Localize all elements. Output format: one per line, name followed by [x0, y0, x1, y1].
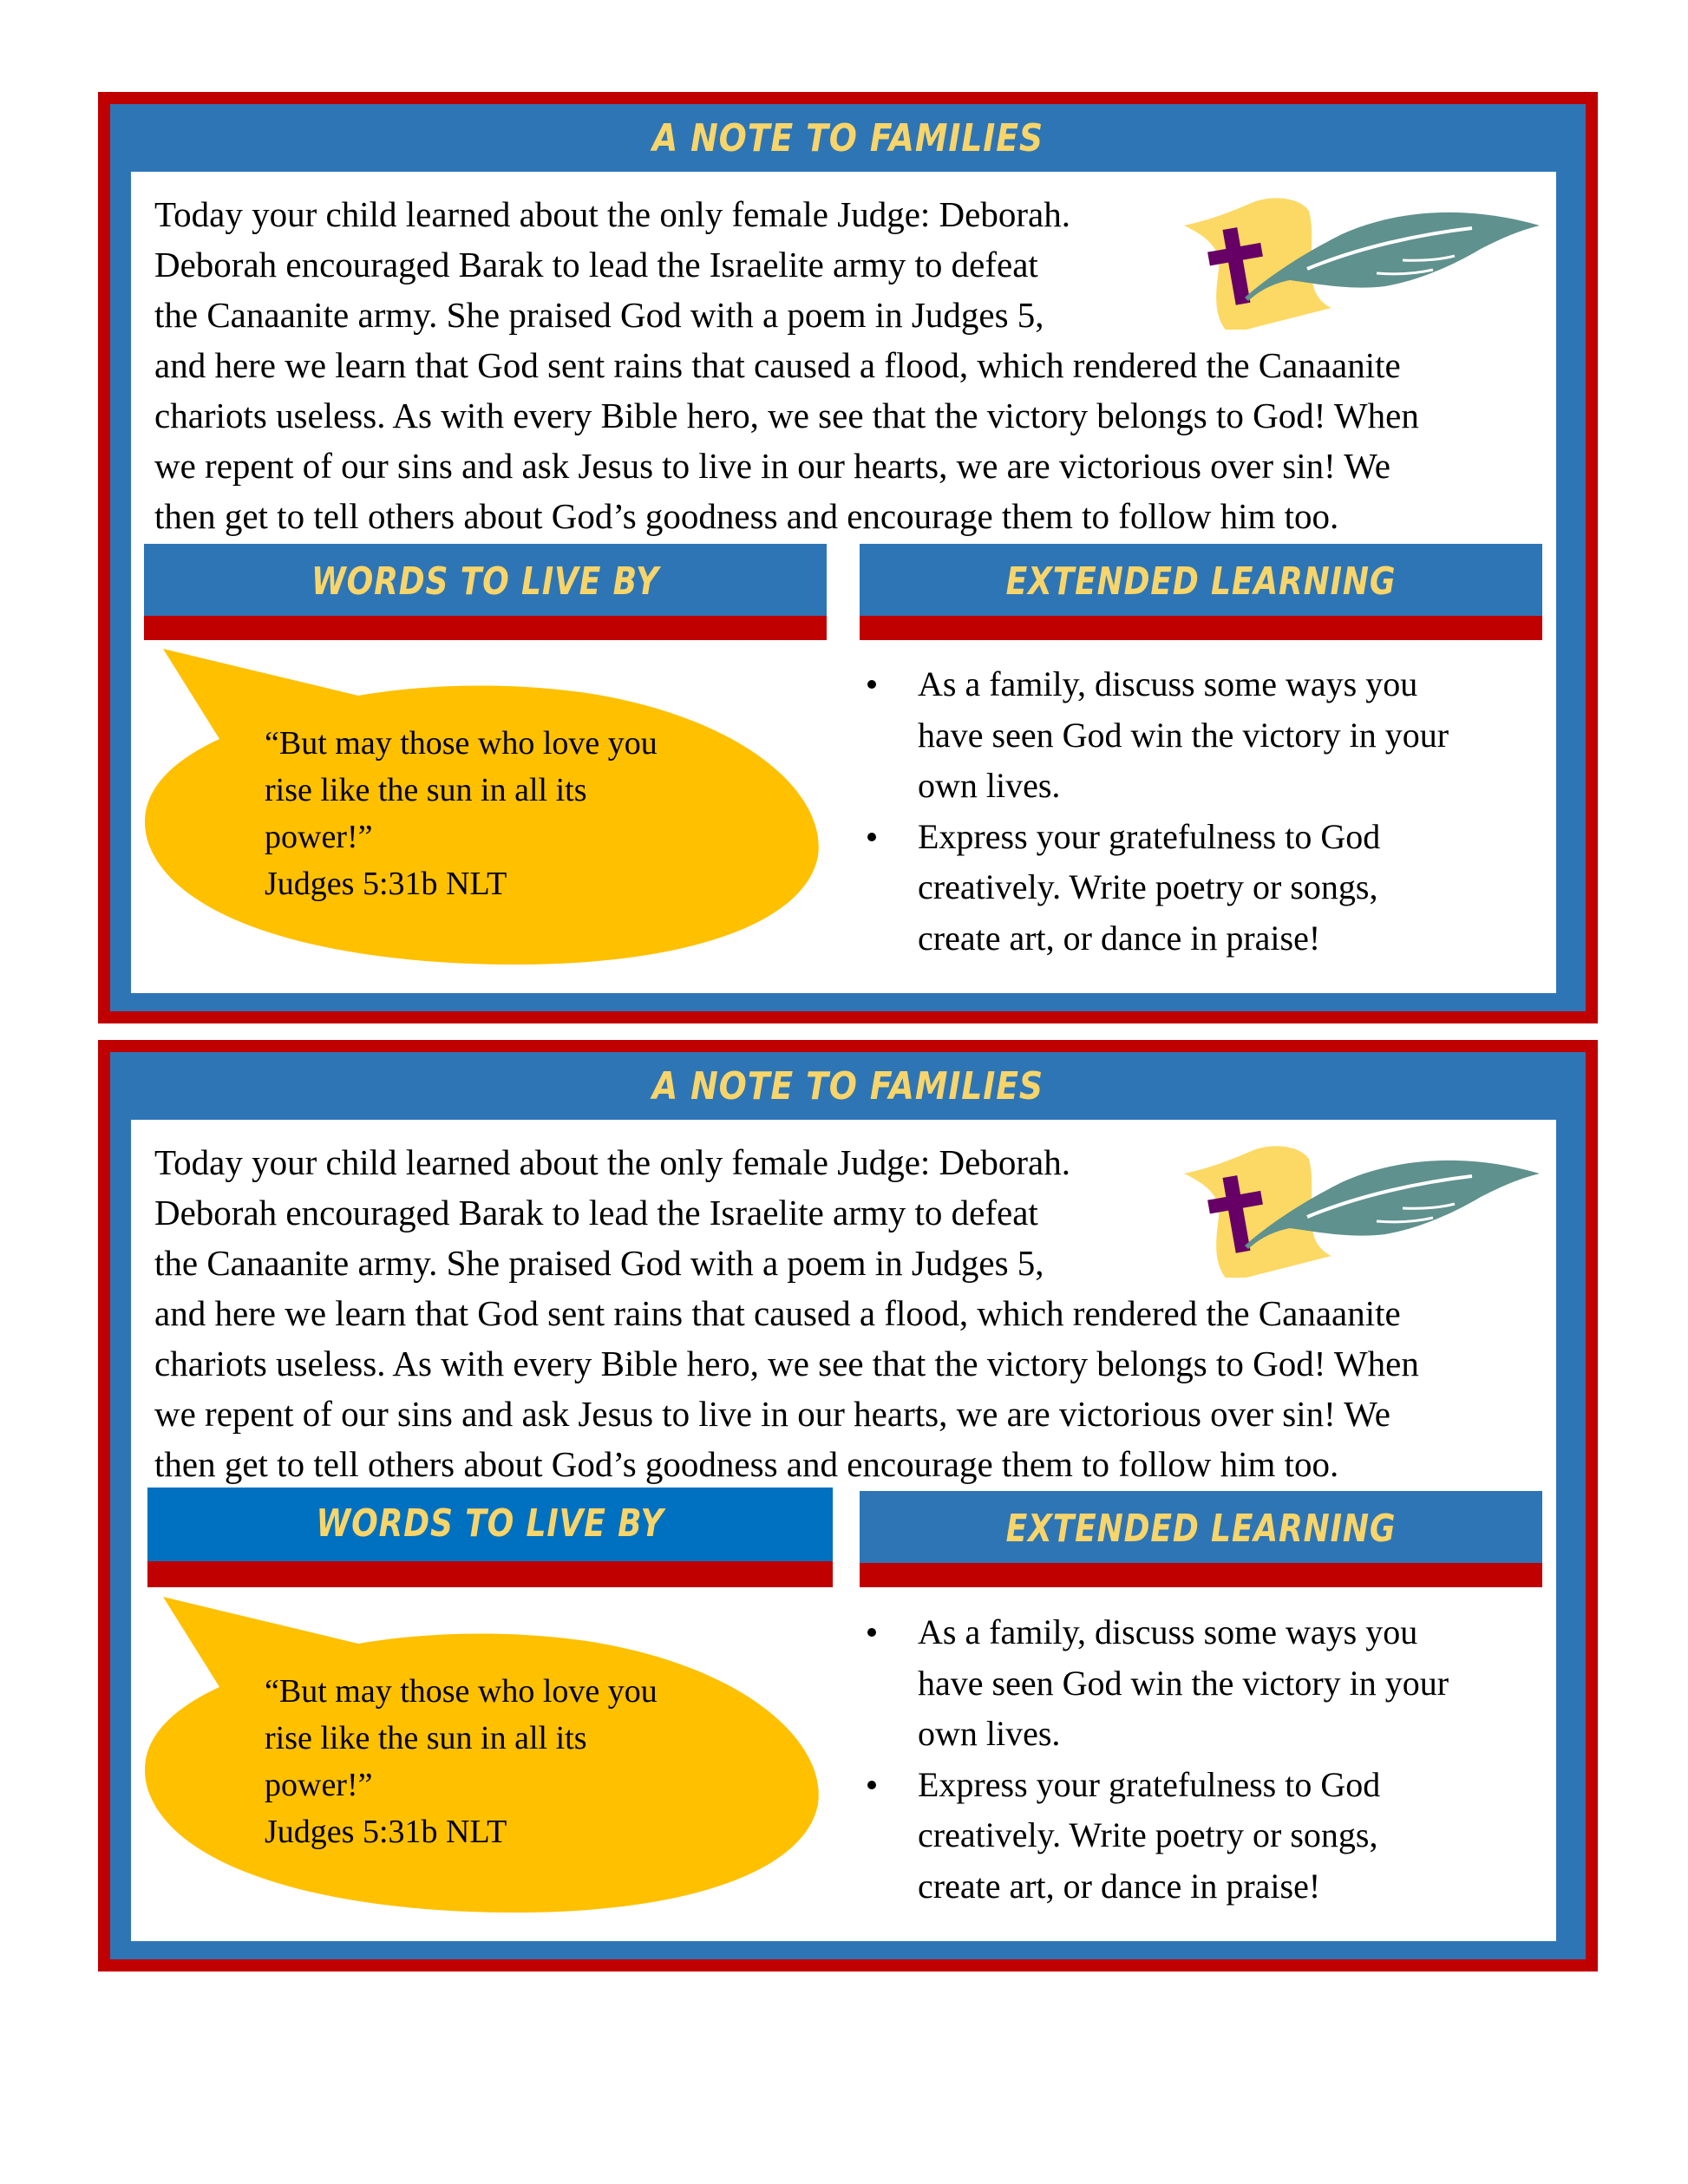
quote-line: “But may those who love you — [265, 725, 658, 762]
list-item-line: own lives. — [918, 1714, 1061, 1753]
words-to-live-by-header — [144, 544, 827, 640]
note-body-line: and here we learn that God sent rains that caused a flood, which rendered the Canaanite — [154, 345, 1401, 385]
extended-heading: EXTENDED LEARNING — [1005, 1507, 1397, 1551]
scroll-cross-quill-icon — [1177, 1135, 1541, 1278]
family-note-card-1 — [98, 92, 1598, 1023]
extended-learning-header — [860, 1491, 1542, 1587]
bullet-icon — [867, 680, 876, 689]
quote-line: “But may those who love you — [265, 1673, 658, 1710]
list-item-line: Express your gratefulness to God — [918, 1764, 1381, 1804]
header-underline — [860, 1563, 1542, 1587]
quote-reference: Judges 5:31b NLT — [265, 1814, 507, 1850]
words-heading: WORDS TO LIVE BY — [311, 559, 659, 604]
note-body-line: then get to tell others about God’s goodness and encourage them to follow him too. — [154, 1444, 1339, 1484]
extended-learning-list — [861, 1607, 1547, 1912]
note-body-line: then get to tell others about God’s goodness and encourage them to follow him too. — [154, 496, 1339, 536]
note-body-line: Today your child learned about the only female Judge: Deborah. — [154, 194, 1070, 234]
list-item-line: As a family, discuss some ways you — [918, 664, 1418, 703]
list-item-line: As a family, discuss some ways you — [918, 1612, 1418, 1651]
list-item — [861, 1760, 1547, 1913]
bullet-icon — [867, 833, 876, 841]
extended-learning-list — [861, 659, 1547, 964]
note-body-line: the Canaanite army. She praised God with a poem in Judges 5, — [154, 295, 1044, 335]
words-heading: WORDS TO LIVE BY — [316, 1501, 664, 1546]
note-body-line: the Canaanite army. She praised God with a poem in Judges 5, — [154, 1243, 1044, 1283]
header-underline — [860, 616, 1542, 640]
quote-line: power!” — [265, 819, 373, 855]
quote-reference: Judges 5:31b NLT — [265, 866, 507, 902]
extended-heading: EXTENDED LEARNING — [1005, 559, 1397, 604]
header-underline — [147, 1561, 833, 1587]
list-item-line: create art, or dance in praise! — [918, 918, 1321, 958]
list-item-line: Express your gratefulness to God — [918, 816, 1381, 856]
note-body-line: we repent of our sins and ask Jesus to live in our hearts, we are victorious over sin! We — [154, 1394, 1390, 1434]
note-body-line: Deborah encouraged Barak to lead the Israelite army to defeat — [154, 245, 1038, 284]
quote-line: rise like the sun in all its — [265, 1720, 587, 1756]
card-title: A NOTE TO FAMILIES — [651, 1064, 1044, 1108]
note-body-line: and here we learn that God sent rains that caused a flood, which rendered the Canaanite — [154, 1293, 1401, 1333]
list-item-line: create art, or dance in praise! — [918, 1866, 1321, 1906]
header-underline — [144, 616, 827, 640]
note-body-line: Today your child learned about the only female Judge: Deborah. — [154, 1142, 1070, 1182]
extended-learning-header — [860, 544, 1542, 640]
card-title: A NOTE TO FAMILIES — [651, 116, 1044, 160]
scripture-quote — [265, 720, 785, 907]
list-item-line: creatively. Write poetry or songs, — [918, 1815, 1378, 1854]
bullet-icon — [867, 1781, 876, 1789]
words-to-live-by-header — [147, 1488, 833, 1587]
list-item — [861, 659, 1547, 812]
quote-line: power!” — [265, 1767, 373, 1803]
list-item — [861, 812, 1547, 964]
note-body-line: Deborah encouraged Barak to lead the Israelite army to defeat — [154, 1193, 1038, 1233]
family-note-card-2 — [98, 1040, 1598, 1971]
scroll-cross-quill-icon — [1177, 186, 1541, 330]
list-item-line: have seen God win the victory in your — [918, 1663, 1449, 1703]
note-body-line: chariots useless. As with every Bible hero, we see that the victory belongs to God! When — [154, 396, 1419, 435]
list-item-line: creatively. Write poetry or songs, — [918, 867, 1378, 906]
note-body-line: chariots useless. As with every Bible hero, we see that the victory belongs to God! When — [154, 1344, 1419, 1383]
list-item-line: have seen God win the victory in your — [918, 715, 1449, 755]
list-item-line: own lives. — [918, 766, 1061, 805]
bullet-icon — [867, 1628, 876, 1637]
list-item — [861, 1607, 1547, 1760]
scripture-quote — [265, 1668, 785, 1855]
note-body-line: we repent of our sins and ask Jesus to live in our hearts, we are victorious over sin! We — [154, 446, 1390, 486]
quote-line: rise like the sun in all its — [265, 772, 587, 808]
